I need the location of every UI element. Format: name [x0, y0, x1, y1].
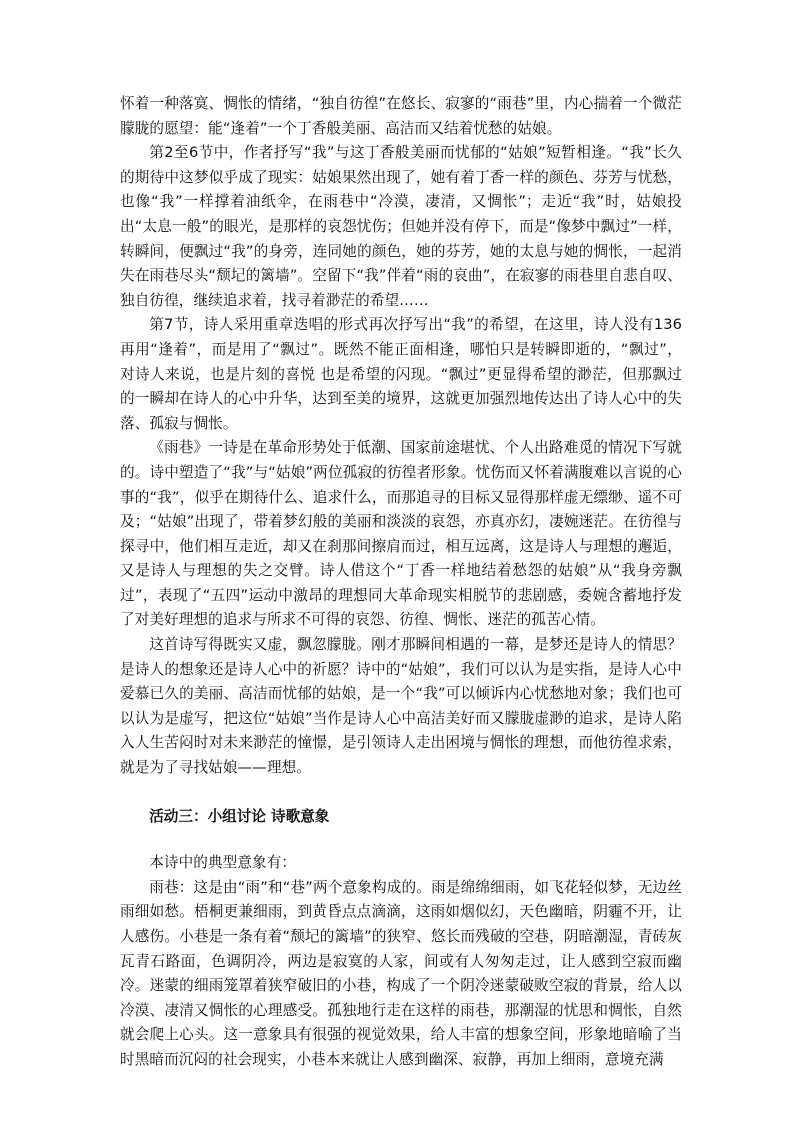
- document-page: [120, 92, 682, 1073]
- body-paragraph: 《雨巷》一诗是在革命形势处于低潮、国家前途堪忧、个人出路难觅的情况下写就的。诗中塑造了“我”与“姑娘”两位孤寂的彷徨者形象。忧伤而又怀着满腹难以言说的心事的“我”，似乎在期待什么、追求什么，而那追寻的目标又显得那样虚无缥缈、遥不可及；“姑娘”出现了，带着梦幻般的美丽和淡淡的哀怨，亦真亦幻，凄婉迷茫。在彷徨与探寻中，他们相互走近，却又在刹那间擦肩而过，相互远离，这是诗人与理想的邂逅，又是诗人与理想的失之交臂。诗人借这个“丁香一样地结着愁怨的姑娘”从“我身旁飘过”，表现了“五四”运动中激昂的理想同大革命现实相脱节的悲剧感，委婉含蓄地抒发了对美好理想的追求与所求不可得的哀怨、彷徨、惆怅、迷茫的孤苦心情。: [120, 439, 682, 629]
- body-paragraph: 这首诗写得既实又虚，飘忽朦胧。刚才那瞬间相遇的一幕，是梦还是诗人的情思？是诗人的想象还是诗人心中的祈愿？诗中的“姑娘”，我们可以认为是实指，是诗人心中爱慕已久的美丽、高洁而忧郁的姑娘，是一个“我”可以倾诉内心忧愁地对象；我们也可以认为是虚写，把这位“姑娘”当作是诗人心中高洁美好而又朦胧虚渺的追求，是诗人陷入人生苦闷时对未来渺茫的憧憬，是引领诗人走出困境与惆怅的理想，而他彷徨求索，就是为了寻找姑娘——理想。: [120, 636, 682, 777]
- body-paragraph: 雨巷：这是由“雨”和“巷”两个意象构成的。雨是绵绵细雨，如飞花轻似梦，无边丝雨细如愁。梧桐更兼细雨，到黄昏点点滴滴，这雨如烟似幻，天色幽暗，阴霾不开，让人感伤。小巷是一条有着“颓圮的篱墙”的狭窄、悠长而残破的空巷，阴暗潮湿，青砖灰瓦青石路面，色调阴冷，两边是寂寞的人家，间或有人匆匆走过，让人感到空寂而幽冷。迷蒙的细雨笼罩着狭窄破旧的小巷，构成了一个阴冷迷蒙破败空寂的背景，给人以冷漠、凄清又惆怅的心理感受。孤独地行走在这样的雨巷，那潮湿的忧思和惆怅，自然就会爬上心头。这一意象具有很强的视觉效果，给人丰富的想象空间，形象地暗喻了当时黑暗而沉闷的社会现实，小巷本来就让人感到幽深、寂静，再加上细雨，意境充满: [120, 878, 682, 1068]
- body-paragraph: 本诗中的典型意象有：: [149, 854, 297, 872]
- body-paragraph: 怀着一种落寞、惆怅的情绪，“独自彷徨”在悠长、寂寥的“雨巷”里，内心揣着一个微茫朦胧的愿望：能“逢着”一个丁香般美丽、高洁而又结着忧愁的姑娘。: [120, 95, 682, 137]
- activity-heading: 活动三：小组讨论 诗歌意象: [149, 807, 330, 825]
- body-paragraph: 第2至6节中，作者抒写“我”与这丁香般美丽而忧郁的“姑娘”短暂相逢。“我”长久的期待中这梦似乎成了现实：姑娘果然出现了，她有着丁香一样的颜色、芬芳与忧愁，也像“我”一样撑着油纸伞，在雨巷中“冷漠，凄清，又惆怅”；走近“我”时，姑娘投出“太息一般”的眼光，是那样的哀怨忧伤；但她并没有停下，而是“像梦中飘过”一样，转瞬间，便飘过“我”的身旁，连同她的颜色，她的芬芳，她的太息与她的惆怅，一起消失在雨巷尽头“颓圮的篱墙”。空留下“我”伴着“雨的哀曲”，在寂寥的雨巷里自悲自叹、独自彷徨，继续追求着，找寻着渺茫的希望……: [120, 144, 682, 309]
- body-paragraph: 第7节，诗人采用重章迭唱的形式再次抒写出“我”的希望，在这里，诗人没有136再用“逢着”，而是用了“飘过”。既然不能正面相逢，哪怕只是转瞬即逝的，“飘过”， 对诗人来说，也是片刻的喜悦 也是希望的闪现。“飘过”更显得希望的渺茫，但那飘过的一瞬却在诗人的心中升华，达到至美的境界，这就更加强烈地传达出了诗人心中的失落、孤寂与惆怅。: [120, 316, 682, 432]
